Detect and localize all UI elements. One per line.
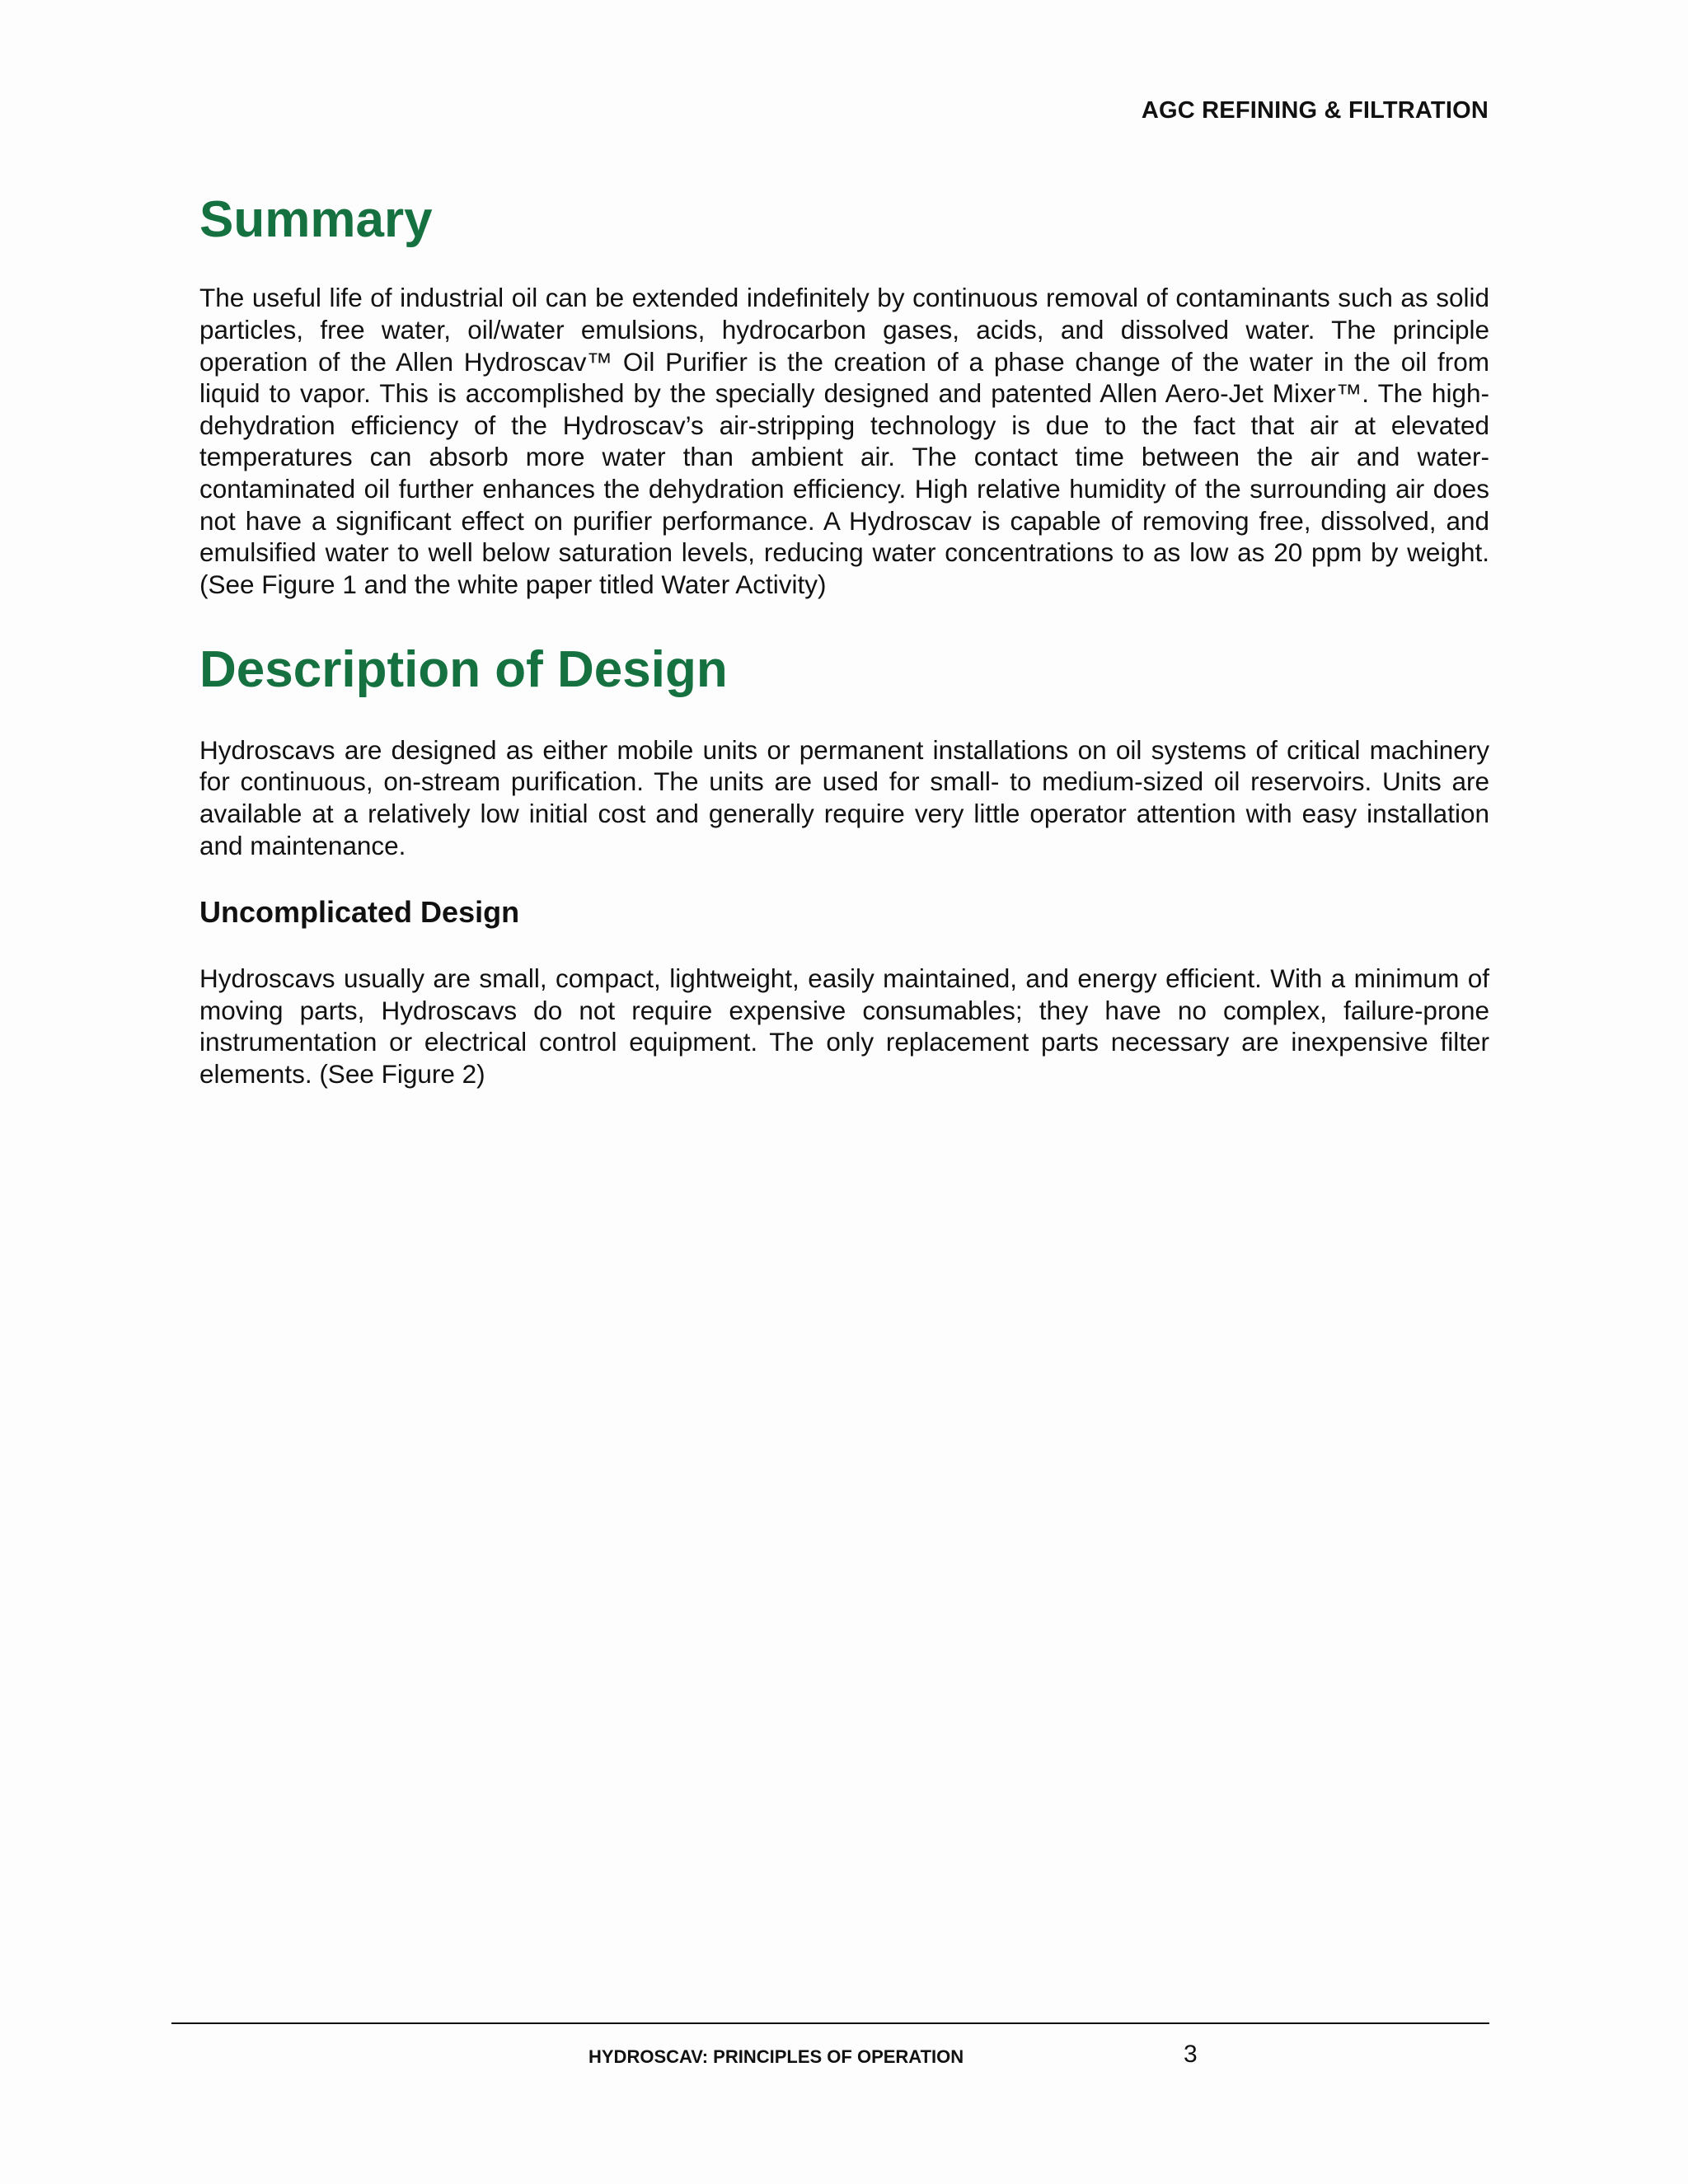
footer-document-title: HYDROSCAV: PRINCIPLES OF OPERATION — [588, 2046, 964, 2067]
description-of-design-heading: Description of Design — [199, 641, 728, 699]
description-of-design-paragraph: Hydroscavs are designed as either mobile units or permanent installations on oil systems of critical machinery for continuous, on-stream purification. The units are used for small- to medium-sized oil reservoirs. Units are available at a relatively low initial cost and generally require very little operator attention with easy installation and maintenance. — [199, 734, 1489, 860]
uncomplicated-design-heading: Uncomplicated Design — [199, 895, 520, 930]
footer-divider — [171, 2022, 1489, 2024]
summary-heading: Summary — [199, 191, 433, 248]
uncomplicated-design-paragraph: Hydroscavs usually are small, compact, lightweight, easily maintained, and energy efficient. With a minimum of moving parts, Hydroscavs do not require expensive consumables; they have no complex, failure-prone instrumentation or electrical control equipment. The only replacement parts necessary are inexpensive filter elements. (See Figure 2) — [199, 963, 1489, 1090]
running-header-company: AGC REFINING & FILTRATION — [1141, 97, 1489, 124]
page-content — [199, 190, 1489, 1090]
page-number: 3 — [1184, 2041, 1198, 2068]
summary-paragraph: The useful life of industrial oil can be extended indefinitely by continuous removal of contaminants such as solid particles, free water, oil/water emulsions, hydrocarbon gases, acids, and dissolved water. The principle operation of the Allen Hydroscav™ Oil Purifier is the creation of a phase change of the water in the oil from liquid to vapor. This is accomplished by the specially designed and patented Allen Aero-Jet Mixer™. The high-dehydration efficiency of the Hydroscav’s air-stripping technology is due to the fact that air at elevated temperatures can absorb more water than ambient air. The contact time between the air and water-contaminated oil further enhances the dehydration efficiency. High relative humidity of the surrounding air does not have a significant effect on purifier performance. A Hydroscav is capable of removing free, dissolved, and emulsified water to well below saturation levels, reducing water concentrations to as low as 20 ppm by weight. (See Figure 1 and the white paper titled Water Activity) — [199, 283, 1489, 599]
